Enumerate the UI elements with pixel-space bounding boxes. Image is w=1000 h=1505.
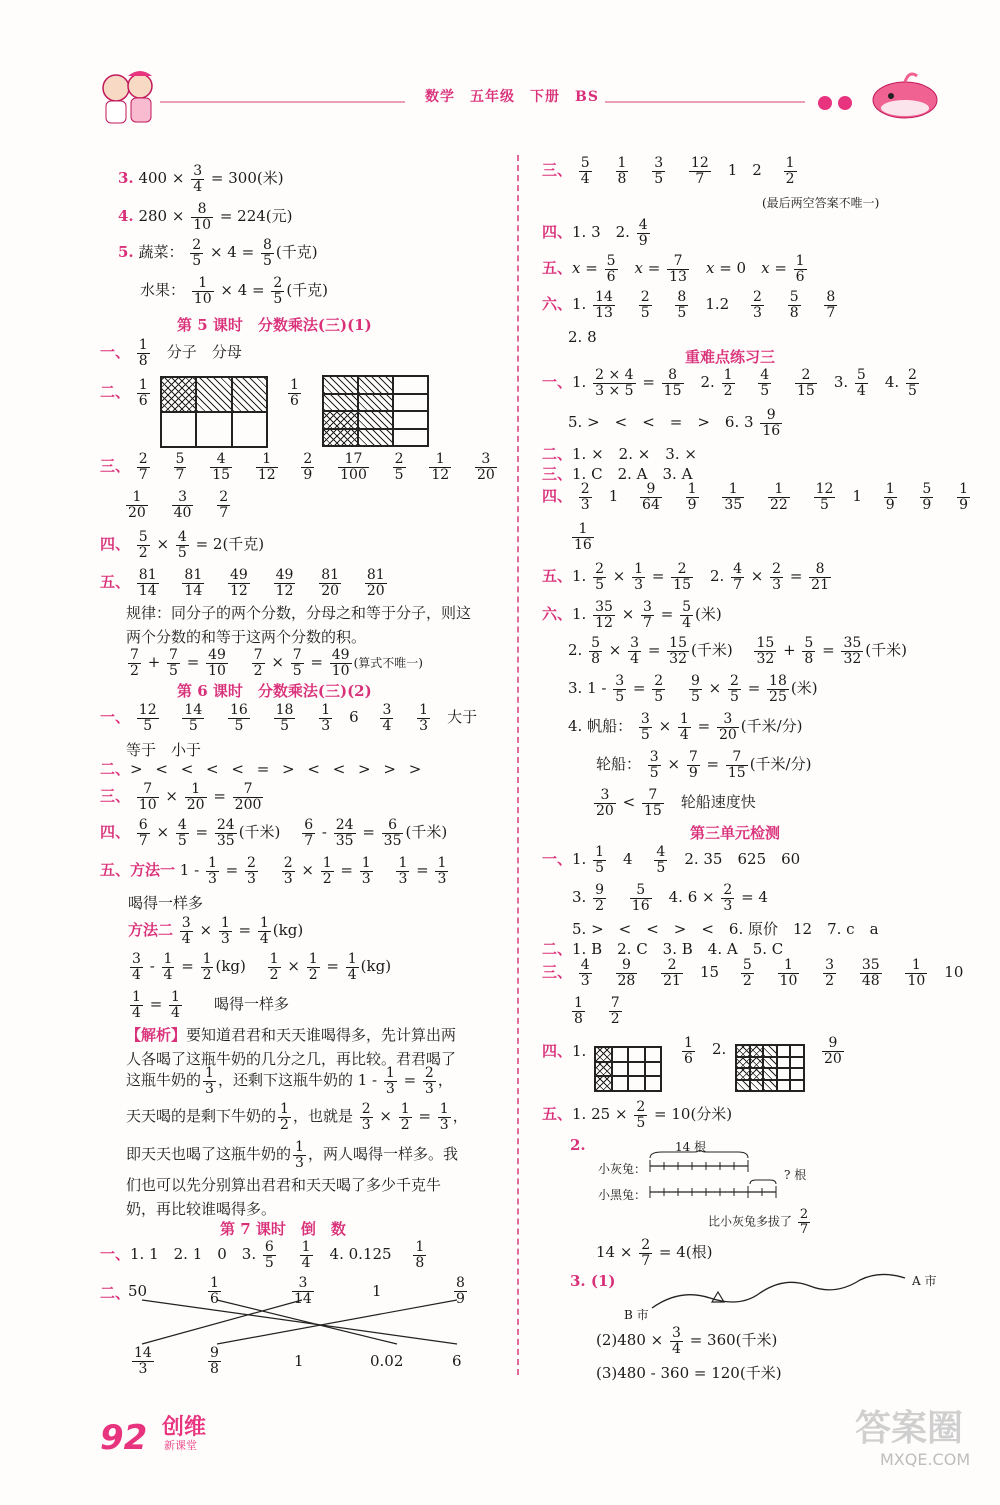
answer-line: 3. $\frac{9}{2}$ $\frac{5}{16}$ 4. 6 × $\frac{2}{3}$ = 4: [572, 882, 768, 914]
answer-line: 2.: [570, 1136, 586, 1154]
answer-line: 五、1. $\frac{2}{5}$ × $\frac{1}{3}$ = $\frac{2}{15}$ 2. $\frac{4}{7}$ × $\frac{2}{3}$ = $\frac{8}{21}$: [542, 561, 829, 593]
match-bottom-item: 6: [452, 1352, 462, 1370]
diagram-label: ? 根: [784, 1168, 807, 1182]
explanation-line: 们也可以先分别算出君君和天天喝了多少千克牛: [126, 1176, 442, 1194]
answer-line: 3. (1): [570, 1272, 616, 1290]
section-title: 第 6 课时 分数乘法(三)(2): [177, 682, 372, 700]
match-top-item: $\frac{1}{6}$: [210, 1275, 219, 1307]
answer-line: 二、1. × 2. × 3. ×: [542, 445, 697, 463]
explanation-line: 这瓶牛奶的 $\frac{1}{3}$ ，还剩下这瓶牛奶的 1 - $\frac{1}{3}$ = $\frac{2}{3}$ ，: [126, 1065, 453, 1097]
answer-line: 一、1. 1 2. 1 0 3. $\frac{6}{5}$ $\frac{1}{4}$ 4. 0.125 $\frac{1}{8}$: [100, 1239, 425, 1271]
answer-line: 四、 $\frac{2}{3}$ 1 $\frac{9}{64}$ $\frac{1}{9}$ $\frac{1}{35}$ $\frac{1}{22}$ $\frac{12}{5}$ 1 $\frac{1}{9}$ $\frac{5}{9}$ $\frac{1}{9}$: [542, 481, 969, 513]
match-top-item: $\frac{8}{9}$: [456, 1275, 465, 1307]
explanation-line: 【解析】要知道君君和天天谁喝得多，先计算出两: [126, 1026, 457, 1044]
answer-line: 一、 $\frac{12}{5}$ $\frac{14}{5}$ $\frac{16}{5}$ $\frac{18}{5}$ $\frac{1}{3}$ 6 $\frac{3}{4}$ $\frac{1}{3}$ 大于: [100, 702, 478, 734]
answer-line: $\frac{1}{4}$ = $\frac{1}{4}$ 喝得一样多: [132, 989, 289, 1021]
answer-line: $\frac{1}{6}$: [684, 1035, 693, 1067]
answer-line: 三、 $\frac{4}{3}$ $\frac{9}{28}$ $\frac{2}{21}$ 15 $\frac{5}{2}$ $\frac{1}{10}$ $\frac{3}{2}$ $\frac{35}{48}$ $\frac{1}{10}$ 10: [542, 957, 964, 989]
answer-line: 等于 小于: [126, 741, 202, 759]
match-top-item: 50: [128, 1282, 148, 1300]
answer-line: 二、 $\frac{1}{6}$: [100, 377, 148, 409]
answer-line: 三、 $\frac{2}{7}$ $\frac{5}{7}$ $\frac{4}{15}$ $\frac{1}{12}$ $\frac{2}{9}$ $\frac{17}{100}$ $\frac{2}{5}$ $\frac{1}{12}$ $\frac{3}{20}$: [100, 451, 495, 483]
section-title: 第三单元检测: [690, 824, 781, 842]
answer-line: 5. > < < = > 6. 3 $\frac{9}{16}$: [568, 407, 781, 439]
answer-line: $\frac{3}{4}$ - $\frac{1}{4}$ = $\frac{1}{2}$ (kg) $\frac{1}{2}$ × $\frac{1}{2}$ = $\frac{1}{4}$ (kg): [132, 951, 392, 983]
answer-line: (2)480 × $\frac{3}{4}$ = 360(千米): [596, 1325, 778, 1357]
answer-line: 2.: [712, 1040, 727, 1058]
match-bottom-item: 1: [294, 1352, 304, 1370]
header-rule-right: [605, 101, 805, 103]
answer-line: 3. 1 - $\frac{3}{5}$ = $\frac{2}{5}$ $\frac{9}{5}$ × $\frac{2}{5}$ = $\frac{18}{25}$ (米): [568, 673, 818, 705]
section-title: 第 5 课时 分数乘法(三)(1): [177, 316, 372, 334]
answer-line: 四、 $\frac{5}{2}$ × $\frac{4}{5}$ = 2(千克): [100, 529, 265, 561]
answer-line: 5. > < < > < 6. 原价 12 7. c a: [572, 920, 879, 938]
match-bottom-item: $\frac{9}{8}$: [210, 1345, 219, 1377]
fraction-grid: [594, 1046, 662, 1092]
page-header-title: 数学 五年级 下册 BS: [425, 89, 599, 105]
header-rule-left: [160, 101, 405, 103]
section-title: 重难点练习三: [685, 348, 776, 366]
answer-line: 一、 $\frac{1}{8}$ 分子 分母: [100, 337, 242, 369]
answer-line: 水果： $\frac{1}{10}$ × 4 = $\frac{2}{5}$ (千克): [140, 275, 329, 307]
fraction-grid: [160, 376, 268, 448]
answer-line: 五、x = $\frac{5}{6}$ x = $\frac{7}{13}$ x = 0 x = $\frac{1}{6}$: [542, 253, 805, 285]
answer-line: 一、1. $\frac{2 \times 4}{3 \times 5}$ = $\frac{8}{15}$ 2. $\frac{1}{2}$ $\frac{4}{5}$ $\frac{2}{15}$ 3. $\frac{5}{4}$ 4. $\frac{2}{5}$: [542, 367, 917, 399]
section-title: 第 7 课时 倒 数: [220, 1220, 346, 1238]
city-label: B 市: [624, 1308, 649, 1322]
answer-line: 一、1. $\frac{1}{5}$ 4 $\frac{4}{5}$ 2. 35 625 60: [542, 844, 801, 876]
answer-line: (3)480 - 360 = 120(千米): [596, 1364, 782, 1382]
answer-line: 四、1.: [542, 1042, 587, 1060]
route-diagram: [650, 1268, 910, 1318]
watermark: 答案圈: [855, 1408, 964, 1449]
header-dot: [818, 96, 832, 110]
answer-line: 二、: [100, 1284, 131, 1302]
diagram-label: 比小灰兔多拔了 $\frac{2}{7}$: [708, 1207, 809, 1237]
answer-line: $\frac{1}{8}$ $\frac{7}{2}$: [574, 995, 620, 1027]
match-bottom-item: 0.02: [370, 1352, 404, 1370]
answer-line: 四、 $\frac{6}{7}$ × $\frac{4}{5}$ = $\frac{24}{35}$ (千米) $\frac{6}{7}$ - $\frac{24}{35}$ = $\frac{6}{35}$ (千米): [100, 817, 448, 849]
answer-line: 方法二 $\frac{3}{4}$ × $\frac{1}{3}$ = $\frac{1}{4}$ (kg): [128, 915, 304, 947]
explanation-line: 奶，再比较谁喝得多。: [126, 1200, 277, 1218]
city-label: A 市: [912, 1274, 937, 1288]
answer-line: 三、 $\frac{5}{4}$ $\frac{1}{8}$ $\frac{3}{5}$ $\frac{12}{7}$ 1 2 $\frac{1}{2}$: [542, 155, 795, 187]
brand-logo: 创维: [162, 1415, 207, 1440]
rule-text: 规律：同分子的两个分数，分母之和等于分子，则这: [126, 604, 472, 622]
match-top-item: $\frac{3}{14}$: [294, 1275, 312, 1307]
answer-line: 二、> < < < < = > < < > > >: [100, 760, 422, 778]
answer-line: $\frac{3}{20}$ < $\frac{7}{15}$ 轮船速度快: [596, 787, 756, 819]
answer-line: 轮船： $\frac{3}{5}$ × $\frac{7}{9}$ = $\frac{7}{15}$ (千米/分): [596, 749, 812, 781]
note-text: (最后两空答案不唯一): [762, 196, 880, 210]
header-dot: [838, 96, 852, 110]
answer-line: 4. 帆船： $\frac{3}{5}$ × $\frac{1}{4}$ = $\frac{3}{20}$ (千米/分): [568, 711, 803, 743]
diagram-label: 小黑兔：: [598, 1188, 647, 1202]
explanation-line: 天天喝的是剩下牛奶的 $\frac{1}{2}$ ，也就是 $\frac{2}{3}$ × $\frac{1}{2}$ = $\frac{1}{3}$ ，: [126, 1101, 468, 1133]
fraction-grid: [735, 1044, 805, 1092]
answer-line: 三、1. C 2. A 3. A: [542, 465, 693, 483]
page-number: 92: [100, 1418, 148, 1458]
answer-line: 14 × $\frac{2}{7}$ = 4(根): [596, 1237, 713, 1269]
answer-line: $\frac{7}{2}$ + $\frac{7}{5}$ = $\frac{49}{10}$ $\frac{7}{2}$ × $\frac{7}{5}$ = $\frac{49}{10}$ (算式不唯一): [130, 647, 423, 679]
answer-line: 2. 8: [568, 328, 597, 346]
diagram-label: 14 根: [675, 1140, 707, 1154]
answer-line: $\frac{9}{20}$: [824, 1035, 842, 1067]
answer-line: 五、方法一 1 - $\frac{1}{3}$ = $\frac{2}{3}$ $\frac{2}{3}$ × $\frac{1}{2}$ = $\frac{1}{3}$ $\frac{1}{3}$ = $\frac{1}{3}$: [100, 855, 447, 887]
brand-subtitle: 新课堂: [164, 1439, 197, 1452]
answer-line: 5. 蔬菜： $\frac{2}{5}$ × 4 = $\frac{8}{5}$ (千克): [118, 237, 318, 269]
answer-line: 五、 $\frac{81}{14}$ $\frac{81}{14}$ $\frac{49}{12}$ $\frac{49}{12}$ $\frac{81}{20}$ $\frac{81}{20}$: [100, 567, 385, 599]
answer-line: 二、1. B 2. C 3. B 4. A 5. C: [542, 940, 784, 958]
explanation-line: 人各喝了这瓶牛奶的几分之几，再比较。君君喝了: [126, 1050, 457, 1068]
answer-line: 3. 400 × $\frac{3}{4}$ = 300(米): [118, 163, 284, 195]
watermark-url: MXQE.COM: [880, 1450, 971, 1469]
answer-line: 喝得一样多: [128, 894, 204, 912]
answer-line: 4. 280 × $\frac{8}{10}$ = 224(元): [118, 201, 293, 233]
matching-lines: [100, 1296, 480, 1348]
answer-line: 六、1. $\frac{35}{12}$ × $\frac{3}{7}$ = $\frac{5}{4}$ (米): [542, 599, 722, 631]
fraction-grid: [322, 375, 429, 447]
answer-line: $\frac{1}{6}$: [290, 377, 299, 409]
explanation-line: 即天天也喝了这瓶牛奶的 $\frac{1}{3}$ ，两人喝得一样多。我: [126, 1139, 458, 1171]
whale-mascot-icon: [865, 68, 945, 124]
kids-mascot-icon: [88, 58, 168, 130]
match-top-item: 1: [372, 1282, 382, 1300]
diagram-label: 小灰兔：: [598, 1162, 647, 1176]
answer-line: 三、 $\frac{7}{10}$ × $\frac{1}{20}$ = $\frac{7}{200}$: [100, 781, 262, 813]
answer-line: 五、1. 25 × $\frac{2}{5}$ = 10(分米): [542, 1099, 733, 1131]
column-divider: [517, 155, 519, 1375]
rule-text: 两个分数的和等于这两个分数的积。: [126, 628, 367, 646]
segment-diagram: [648, 1150, 788, 1202]
answer-line: 六、1. $\frac{14}{13}$ $\frac{2}{5}$ $\frac{8}{5}$ 1.2 $\frac{2}{3}$ $\frac{5}{8}$ $\frac{8}{7}$: [542, 289, 836, 321]
answer-line: 2. $\frac{5}{8}$ × $\frac{3}{4}$ = $\frac{15}{32}$ (千米) $\frac{15}{32}$ + $\frac{5}{8}$ = $\frac{35}{32}$ (千米): [568, 635, 907, 667]
answer-line: 四、1. 3 2. $\frac{4}{9}$: [542, 217, 648, 249]
match-bottom-item: $\frac{14}{3}$: [134, 1345, 152, 1377]
answer-line: $\frac{1}{20}$ $\frac{3}{40}$ $\frac{2}{7}$: [128, 489, 229, 521]
answer-line: $\frac{1}{16}$: [574, 521, 592, 553]
